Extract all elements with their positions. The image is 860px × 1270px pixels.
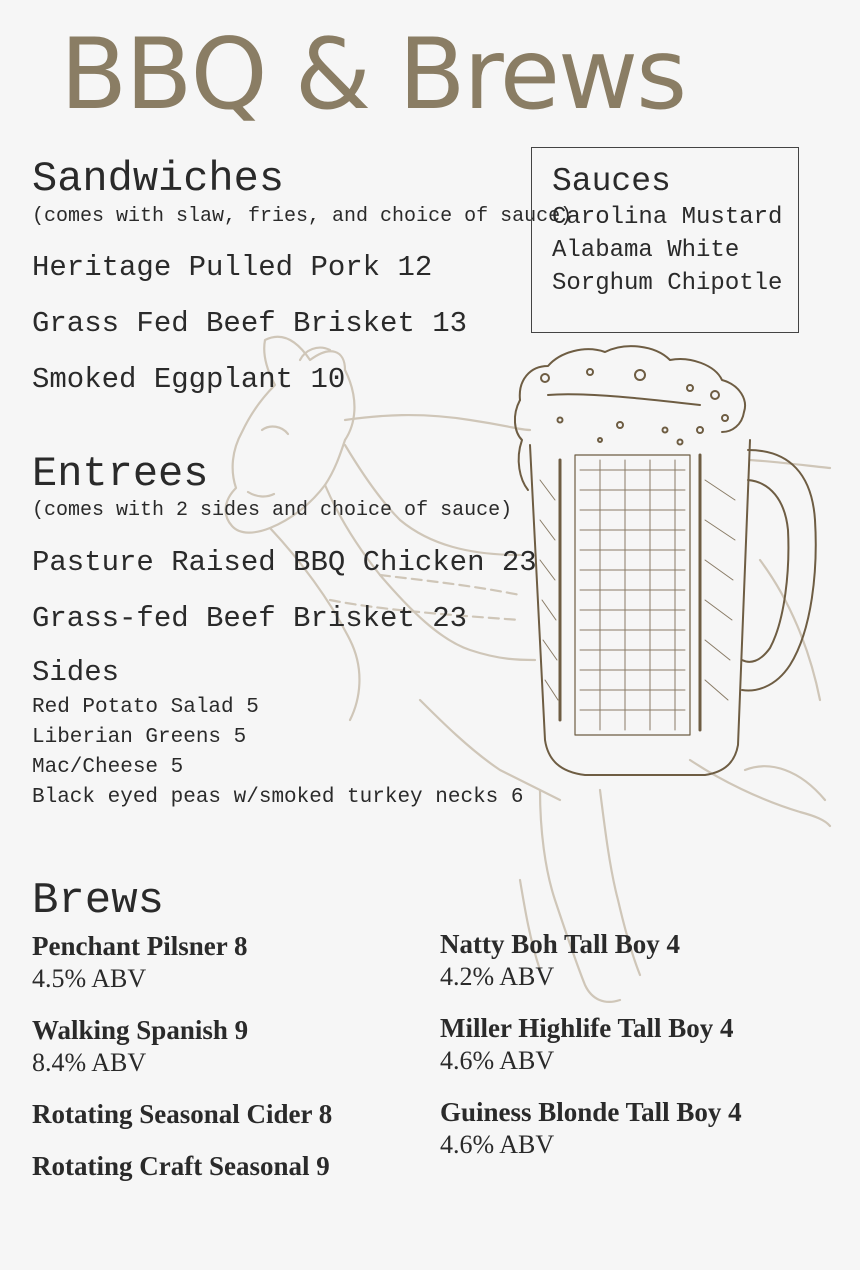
sauce-item: Sorghum Chipotle	[552, 270, 783, 297]
menu-item: Smoked Eggplant 10	[32, 363, 346, 396]
brew-abv: 4.6% ABV	[440, 1046, 555, 1075]
menu-item: Grass-fed Beef Brisket 23	[32, 602, 468, 635]
brew-abv: 4.2% ABV	[440, 962, 555, 991]
brew-abv: 4.6% ABV	[440, 1130, 555, 1159]
brew-name: Rotating Craft Seasonal 9	[32, 1151, 330, 1181]
side-item: Liberian Greens 5	[32, 726, 247, 749]
brew-name: Guiness Blonde Tall Boy 4	[440, 1097, 742, 1127]
side-item: Black eyed peas w/smoked turkey necks 6	[32, 786, 524, 809]
sauce-item: Alabama White	[552, 237, 740, 264]
brews-heading: Brews	[32, 876, 165, 926]
brew-name: Rotating Seasonal Cider 8	[32, 1099, 333, 1129]
brew-name: Miller Highlife Tall Boy 4	[440, 1013, 734, 1043]
sauce-item: Carolina Mustard	[552, 204, 783, 231]
entrees-heading: Entrees	[32, 450, 209, 498]
menu-item: Heritage Pulled Pork 12	[32, 251, 433, 284]
entrees-note: (comes with 2 sides and choice of sauce)	[32, 499, 513, 522]
beer-mug-illustration	[515, 346, 816, 775]
sauces-heading: Sauces	[552, 163, 671, 200]
brew-name: Walking Spanish 9	[32, 1015, 249, 1045]
brew-name: Penchant Pilsner 8	[32, 931, 248, 961]
sides-heading: Sides	[32, 656, 120, 689]
brew-name: Natty Boh Tall Boy 4	[440, 929, 681, 959]
menu-item: Grass Fed Beef Brisket 13	[32, 307, 468, 340]
menu-item: Pasture Raised BBQ Chicken 23	[32, 546, 537, 579]
sandwiches-note: (comes with slaw, fries, and choice of sauce)	[32, 205, 573, 228]
cow-illustration	[226, 337, 830, 1002]
brew-abv: 8.4% ABV	[32, 1048, 147, 1077]
side-item: Red Potato Salad 5	[32, 696, 259, 719]
sandwiches-heading: Sandwiches	[32, 155, 285, 203]
side-item: Mac/Cheese 5	[32, 756, 184, 779]
brew-abv: 4.5% ABV	[32, 964, 147, 993]
menu-title: BBQ & Brews	[60, 18, 686, 132]
